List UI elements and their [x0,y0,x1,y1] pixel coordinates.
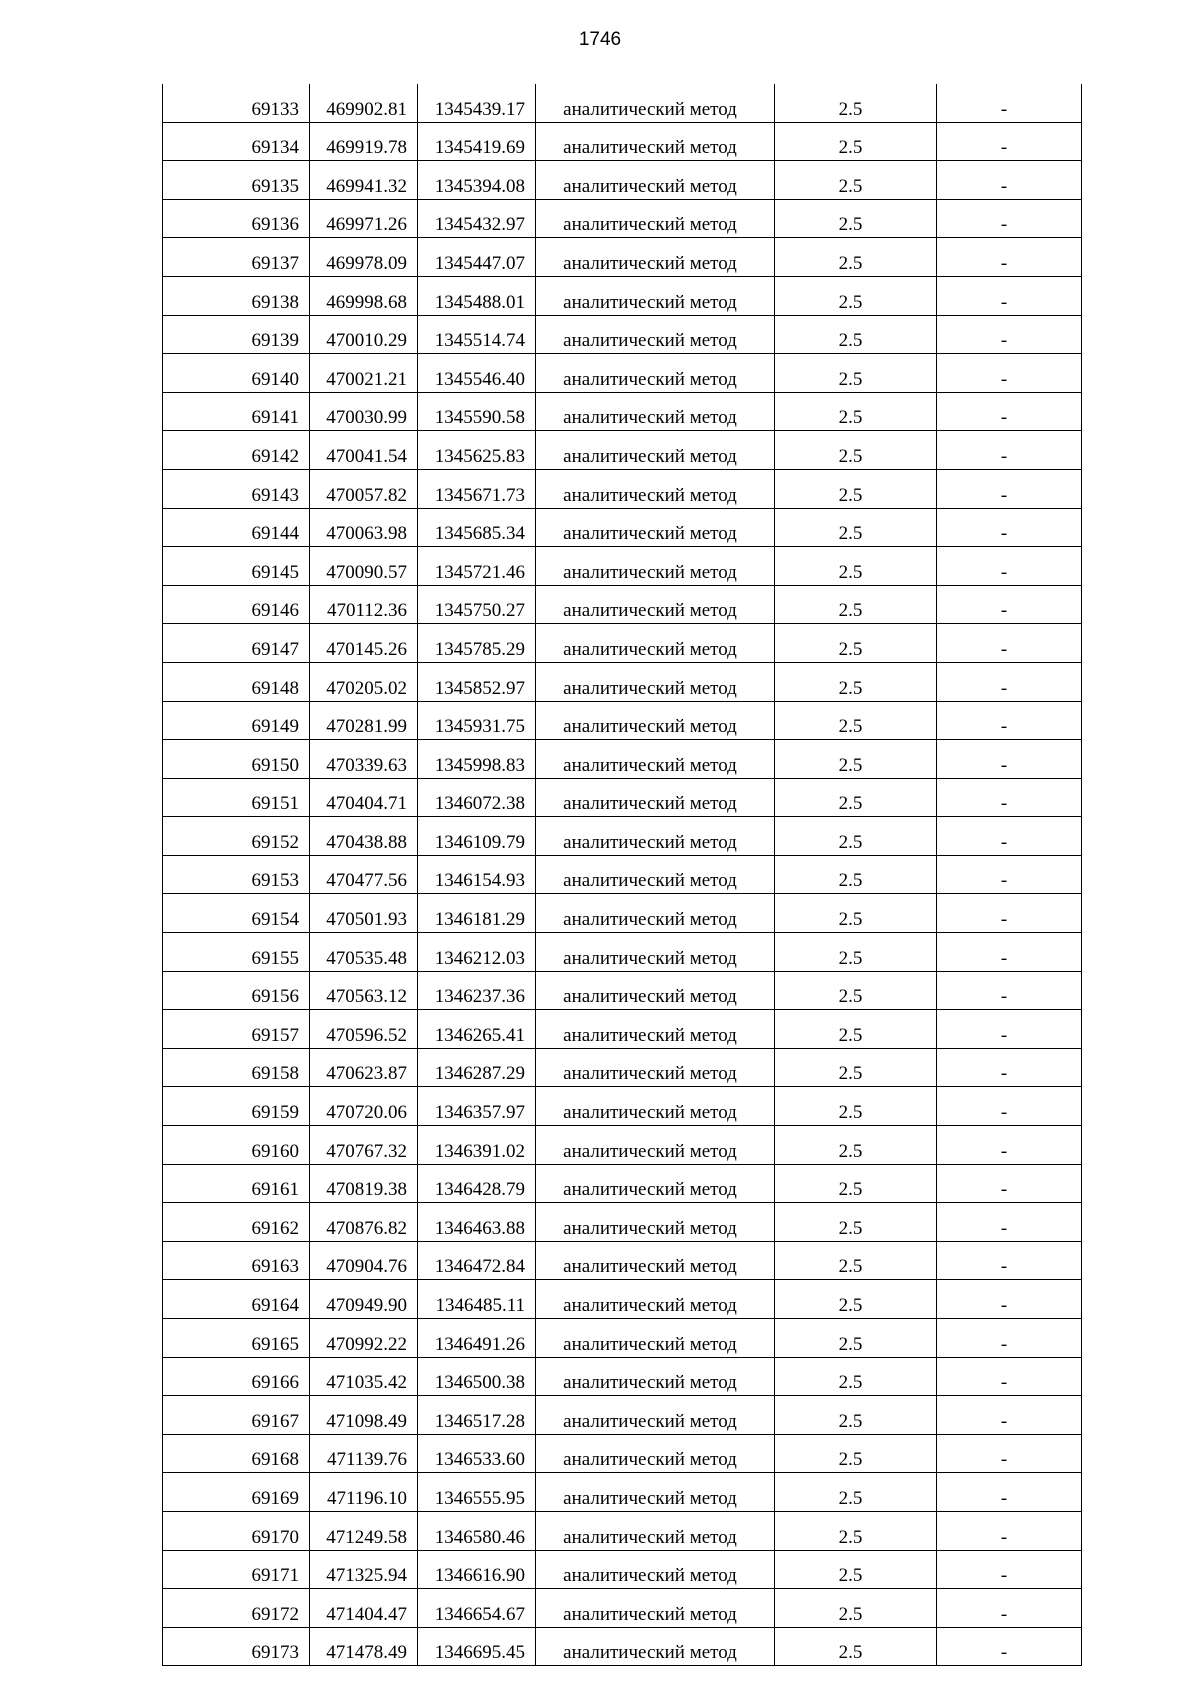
note-cell: - [937,1589,1082,1628]
table-row [163,971,1082,1010]
y-coordinate-cell: 1346265.41 [418,1010,536,1049]
method-cell: аналитический метод [536,855,775,894]
x-coordinate-cell: 470720.06 [310,1087,418,1126]
table-row [163,740,1082,779]
table-row [163,817,1082,856]
x-coordinate-cell: 470949.90 [310,1280,418,1319]
method-cell: аналитический метод [536,1126,775,1165]
point-number-cell: 69137 [163,238,310,277]
accuracy-cell: 2.5 [775,1627,937,1666]
x-coordinate-cell: 470339.63 [310,740,418,779]
y-coordinate-cell: 1346391.02 [418,1126,536,1165]
point-number-cell: 69166 [163,1357,310,1396]
y-coordinate-cell: 1345785.29 [418,624,536,663]
accuracy-cell: 2.5 [775,199,937,238]
method-cell: аналитический метод [536,276,775,315]
table-row [163,469,1082,508]
x-coordinate-cell: 470145.26 [310,624,418,663]
point-number-cell: 69149 [163,701,310,740]
y-coordinate-cell: 1346533.60 [418,1434,536,1473]
note-cell: - [937,1241,1082,1280]
point-number-cell: 69155 [163,933,310,972]
accuracy-cell: 2.5 [775,778,937,817]
note-cell: - [937,624,1082,663]
accuracy-cell: 2.5 [775,1126,937,1165]
point-number-cell: 69139 [163,315,310,354]
accuracy-cell: 2.5 [775,585,937,624]
x-coordinate-cell: 470030.99 [310,392,418,431]
method-cell: аналитический метод [536,547,775,586]
y-coordinate-cell: 1346181.29 [418,894,536,933]
point-number-cell: 69164 [163,1280,310,1319]
x-coordinate-cell: 469902.81 [310,84,418,122]
x-coordinate-cell: 469919.78 [310,122,418,161]
method-cell: аналитический метод [536,1511,775,1550]
note-cell: - [937,817,1082,856]
point-number-cell: 69147 [163,624,310,663]
x-coordinate-cell: 471249.58 [310,1511,418,1550]
table-row [163,161,1082,200]
note-cell: - [937,1164,1082,1203]
note-cell: - [937,662,1082,701]
y-coordinate-cell: 1346428.79 [418,1164,536,1203]
accuracy-cell: 2.5 [775,431,937,470]
note-cell: - [937,199,1082,238]
table-row [163,1203,1082,1242]
method-cell: аналитический метод [536,315,775,354]
point-number-cell: 69153 [163,855,310,894]
accuracy-cell: 2.5 [775,894,937,933]
table-row [163,84,1082,122]
note-cell: - [937,740,1082,779]
note-cell: - [937,1473,1082,1512]
accuracy-cell: 2.5 [775,1357,937,1396]
method-cell: аналитический метод [536,1627,775,1666]
accuracy-cell: 2.5 [775,701,937,740]
y-coordinate-cell: 1345852.97 [418,662,536,701]
x-coordinate-cell: 470438.88 [310,817,418,856]
table-row [163,624,1082,663]
note-cell: - [937,1087,1082,1126]
note-cell: - [937,1010,1082,1049]
note-cell: - [937,392,1082,431]
y-coordinate-cell: 1345488.01 [418,276,536,315]
x-coordinate-cell: 470404.71 [310,778,418,817]
y-coordinate-cell: 1346580.46 [418,1511,536,1550]
note-cell: - [937,894,1082,933]
table-row [163,199,1082,238]
method-cell: аналитический метод [536,585,775,624]
y-coordinate-cell: 1345439.17 [418,84,536,122]
x-coordinate-cell: 471478.49 [310,1627,418,1666]
y-coordinate-cell: 1346109.79 [418,817,536,856]
point-number-cell: 69140 [163,354,310,393]
table-row [163,1396,1082,1435]
coordinates-table [162,84,1082,1666]
accuracy-cell: 2.5 [775,392,937,431]
table-row [163,1241,1082,1280]
method-cell: аналитический метод [536,1048,775,1087]
y-coordinate-cell: 1345419.69 [418,122,536,161]
accuracy-cell: 2.5 [775,1048,937,1087]
point-number-cell: 69158 [163,1048,310,1087]
accuracy-cell: 2.5 [775,1203,937,1242]
method-cell: аналитический метод [536,1396,775,1435]
accuracy-cell: 2.5 [775,508,937,547]
table-row [163,1164,1082,1203]
method-cell: аналитический метод [536,1434,775,1473]
note-cell: - [937,276,1082,315]
note-cell: - [937,1550,1082,1589]
x-coordinate-cell: 470477.56 [310,855,418,894]
point-number-cell: 69145 [163,547,310,586]
x-coordinate-cell: 470767.32 [310,1126,418,1165]
point-number-cell: 69138 [163,276,310,315]
method-cell: аналитический метод [536,740,775,779]
note-cell: - [937,1627,1082,1666]
note-cell: - [937,431,1082,470]
accuracy-cell: 2.5 [775,161,937,200]
accuracy-cell: 2.5 [775,1589,937,1628]
note-cell: - [937,469,1082,508]
x-coordinate-cell: 470535.48 [310,933,418,972]
note-cell: - [937,855,1082,894]
y-coordinate-cell: 1346491.26 [418,1319,536,1358]
note-cell: - [937,1048,1082,1087]
y-coordinate-cell: 1346500.38 [418,1357,536,1396]
x-coordinate-cell: 471139.76 [310,1434,418,1473]
table-row [163,1126,1082,1165]
x-coordinate-cell: 471196.10 [310,1473,418,1512]
y-coordinate-cell: 1345750.27 [418,585,536,624]
point-number-cell: 69151 [163,778,310,817]
x-coordinate-cell: 469941.32 [310,161,418,200]
y-coordinate-cell: 1345998.83 [418,740,536,779]
point-number-cell: 69156 [163,971,310,1010]
y-coordinate-cell: 1346555.95 [418,1473,536,1512]
accuracy-cell: 2.5 [775,547,937,586]
x-coordinate-cell: 470281.99 [310,701,418,740]
note-cell: - [937,1434,1082,1473]
y-coordinate-cell: 1346154.93 [418,855,536,894]
x-coordinate-cell: 470063.98 [310,508,418,547]
point-number-cell: 69150 [163,740,310,779]
point-number-cell: 69162 [163,1203,310,1242]
method-cell: аналитический метод [536,1087,775,1126]
y-coordinate-cell: 1345671.73 [418,469,536,508]
page-number: 1746 [578,29,622,50]
x-coordinate-cell: 470876.82 [310,1203,418,1242]
x-coordinate-cell: 471098.49 [310,1396,418,1435]
x-coordinate-cell: 470090.57 [310,547,418,586]
note-cell: - [937,354,1082,393]
x-coordinate-cell: 469998.68 [310,276,418,315]
method-cell: аналитический метод [536,933,775,972]
x-coordinate-cell: 470992.22 [310,1319,418,1358]
note-cell: - [937,547,1082,586]
point-number-cell: 69142 [163,431,310,470]
point-number-cell: 69161 [163,1164,310,1203]
y-coordinate-cell: 1345931.75 [418,701,536,740]
y-coordinate-cell: 1345721.46 [418,547,536,586]
accuracy-cell: 2.5 [775,624,937,663]
method-cell: аналитический метод [536,1203,775,1242]
accuracy-cell: 2.5 [775,276,937,315]
table-row [163,933,1082,972]
x-coordinate-cell: 470041.54 [310,431,418,470]
table-row [163,431,1082,470]
accuracy-cell: 2.5 [775,933,937,972]
method-cell: аналитический метод [536,662,775,701]
y-coordinate-cell: 1345432.97 [418,199,536,238]
x-coordinate-cell: 470021.21 [310,354,418,393]
x-coordinate-cell: 470596.52 [310,1010,418,1049]
point-number-cell: 69171 [163,1550,310,1589]
table-row [163,1550,1082,1589]
note-cell: - [937,933,1082,972]
accuracy-cell: 2.5 [775,1087,937,1126]
method-cell: аналитический метод [536,1550,775,1589]
note-cell: - [937,315,1082,354]
accuracy-cell: 2.5 [775,1511,937,1550]
accuracy-cell: 2.5 [775,315,937,354]
y-coordinate-cell: 1345625.83 [418,431,536,470]
point-number-cell: 69143 [163,469,310,508]
x-coordinate-cell: 471035.42 [310,1357,418,1396]
table-row [163,238,1082,277]
table-row [163,547,1082,586]
x-coordinate-cell: 470205.02 [310,662,418,701]
method-cell: аналитический метод [536,199,775,238]
method-cell: аналитический метод [536,161,775,200]
y-coordinate-cell: 1345685.34 [418,508,536,547]
y-coordinate-cell: 1345590.58 [418,392,536,431]
point-number-cell: 69159 [163,1087,310,1126]
point-number-cell: 69163 [163,1241,310,1280]
method-cell: аналитический метод [536,1473,775,1512]
method-cell: аналитический метод [536,431,775,470]
method-cell: аналитический метод [536,971,775,1010]
method-cell: аналитический метод [536,778,775,817]
accuracy-cell: 2.5 [775,662,937,701]
table-row [163,354,1082,393]
note-cell: - [937,122,1082,161]
method-cell: аналитический метод [536,1589,775,1628]
y-coordinate-cell: 1346287.29 [418,1048,536,1087]
method-cell: аналитический метод [536,1010,775,1049]
y-coordinate-cell: 1346695.45 [418,1627,536,1666]
point-number-cell: 69168 [163,1434,310,1473]
note-cell: - [937,585,1082,624]
point-number-cell: 69133 [163,84,310,122]
x-coordinate-cell: 469978.09 [310,238,418,277]
y-coordinate-cell: 1346357.97 [418,1087,536,1126]
accuracy-cell: 2.5 [775,1280,937,1319]
point-number-cell: 69169 [163,1473,310,1512]
accuracy-cell: 2.5 [775,1550,937,1589]
point-number-cell: 69165 [163,1319,310,1358]
y-coordinate-cell: 1346616.90 [418,1550,536,1589]
y-coordinate-cell: 1346212.03 [418,933,536,972]
x-coordinate-cell: 470010.29 [310,315,418,354]
y-coordinate-cell: 1346472.84 [418,1241,536,1280]
accuracy-cell: 2.5 [775,1396,937,1435]
x-coordinate-cell: 470501.93 [310,894,418,933]
point-number-cell: 69146 [163,585,310,624]
accuracy-cell: 2.5 [775,84,937,122]
accuracy-cell: 2.5 [775,740,937,779]
note-cell: - [937,1280,1082,1319]
note-cell: - [937,701,1082,740]
point-number-cell: 69136 [163,199,310,238]
method-cell: аналитический метод [536,1280,775,1319]
y-coordinate-cell: 1346654.67 [418,1589,536,1628]
accuracy-cell: 2.5 [775,1473,937,1512]
table-row [163,778,1082,817]
point-number-cell: 69157 [163,1010,310,1049]
table-row [163,1280,1082,1319]
method-cell: аналитический метод [536,1319,775,1358]
table-row [163,1589,1082,1628]
y-coordinate-cell: 1346517.28 [418,1396,536,1435]
x-coordinate-cell: 470819.38 [310,1164,418,1203]
point-number-cell: 69134 [163,122,310,161]
y-coordinate-cell: 1346463.88 [418,1203,536,1242]
method-cell: аналитический метод [536,894,775,933]
accuracy-cell: 2.5 [775,1010,937,1049]
accuracy-cell: 2.5 [775,1434,937,1473]
table-row [163,1473,1082,1512]
method-cell: аналитический метод [536,508,775,547]
point-number-cell: 69170 [163,1511,310,1550]
note-cell: - [937,1357,1082,1396]
accuracy-cell: 2.5 [775,1164,937,1203]
point-number-cell: 69160 [163,1126,310,1165]
table-row [163,1357,1082,1396]
note-cell: - [937,1319,1082,1358]
method-cell: аналитический метод [536,122,775,161]
method-cell: аналитический метод [536,354,775,393]
accuracy-cell: 2.5 [775,1241,937,1280]
table-row [163,276,1082,315]
x-coordinate-cell: 470904.76 [310,1241,418,1280]
accuracy-cell: 2.5 [775,238,937,277]
table-row [163,894,1082,933]
note-cell: - [937,778,1082,817]
point-number-cell: 69152 [163,817,310,856]
x-coordinate-cell: 469971.26 [310,199,418,238]
point-number-cell: 69141 [163,392,310,431]
point-number-cell: 69172 [163,1589,310,1628]
accuracy-cell: 2.5 [775,469,937,508]
y-coordinate-cell: 1345546.40 [418,354,536,393]
method-cell: аналитический метод [536,84,775,122]
method-cell: аналитический метод [536,1164,775,1203]
x-coordinate-cell: 470563.12 [310,971,418,1010]
point-number-cell: 69144 [163,508,310,547]
table-row [163,508,1082,547]
table-row [163,585,1082,624]
table-row [163,1010,1082,1049]
y-coordinate-cell: 1346485.11 [418,1280,536,1319]
x-coordinate-cell: 470623.87 [310,1048,418,1087]
x-coordinate-cell: 471404.47 [310,1589,418,1628]
table-row [163,1511,1082,1550]
point-number-cell: 69173 [163,1627,310,1666]
note-cell: - [937,1511,1082,1550]
method-cell: аналитический метод [536,817,775,856]
method-cell: аналитический метод [536,1241,775,1280]
note-cell: - [937,971,1082,1010]
note-cell: - [937,161,1082,200]
y-coordinate-cell: 1345514.74 [418,315,536,354]
table-row [163,392,1082,431]
accuracy-cell: 2.5 [775,354,937,393]
table-row [163,1087,1082,1126]
note-cell: - [937,238,1082,277]
x-coordinate-cell: 471325.94 [310,1550,418,1589]
method-cell: аналитический метод [536,392,775,431]
accuracy-cell: 2.5 [775,122,937,161]
note-cell: - [937,1396,1082,1435]
y-coordinate-cell: 1346237.36 [418,971,536,1010]
table-row [163,122,1082,161]
note-cell: - [937,84,1082,122]
accuracy-cell: 2.5 [775,1319,937,1358]
table-row [163,1434,1082,1473]
table-row [163,662,1082,701]
note-cell: - [937,1126,1082,1165]
table-row [163,1627,1082,1666]
table-row [163,855,1082,894]
method-cell: аналитический метод [536,469,775,508]
method-cell: аналитический метод [536,238,775,277]
y-coordinate-cell: 1346072.38 [418,778,536,817]
method-cell: аналитический метод [536,701,775,740]
point-number-cell: 69135 [163,161,310,200]
table-row [163,1319,1082,1358]
y-coordinate-cell: 1345394.08 [418,161,536,200]
method-cell: аналитический метод [536,624,775,663]
table-row [163,701,1082,740]
point-number-cell: 69148 [163,662,310,701]
method-cell: аналитический метод [536,1357,775,1396]
x-coordinate-cell: 470057.82 [310,469,418,508]
point-number-cell: 69167 [163,1396,310,1435]
x-coordinate-cell: 470112.36 [310,585,418,624]
table-row [163,1048,1082,1087]
table-row [163,315,1082,354]
accuracy-cell: 2.5 [775,817,937,856]
point-number-cell: 69154 [163,894,310,933]
table-body [163,84,1082,1666]
accuracy-cell: 2.5 [775,855,937,894]
y-coordinate-cell: 1345447.07 [418,238,536,277]
note-cell: - [937,508,1082,547]
note-cell: - [937,1203,1082,1242]
accuracy-cell: 2.5 [775,971,937,1010]
